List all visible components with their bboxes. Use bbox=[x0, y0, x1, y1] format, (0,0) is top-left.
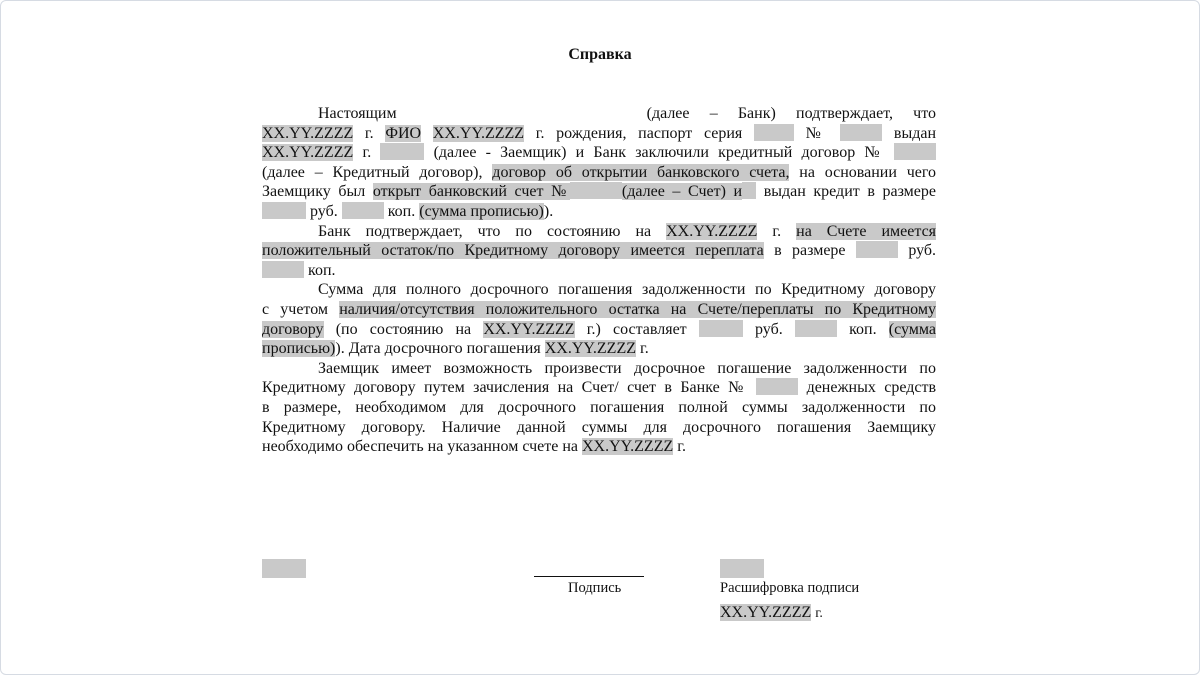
redacted-date: XX.YY.ZZZZ bbox=[432, 124, 525, 142]
signature-label: Подпись bbox=[568, 580, 622, 596]
paragraph-1-line-5: Заемщику был открыт банковский счет № (далее – Счет) и выдан кредит в размере bbox=[262, 183, 937, 201]
redaction-block bbox=[756, 378, 798, 395]
paragraph-2-line-1: Банк подтверждает, что по состоянию на XX.YY.ZZZZ г. на Счете имеется bbox=[318, 222, 937, 240]
signature-date: XX.YY.ZZZZ г. bbox=[720, 604, 823, 621]
redacted-date: XX.YY.ZZZZ bbox=[720, 604, 812, 621]
paragraph-3-line-4: прописью)). Дата досрочного погашения XX.YY.ZZZZ г. bbox=[262, 340, 649, 358]
paragraph-2-line-3: коп. bbox=[262, 261, 936, 281]
paragraph-4-line-4: Кредитному договору. Наличие данной суммы для досрочного погашения Заемщику bbox=[262, 418, 936, 436]
redaction-block bbox=[742, 182, 756, 199]
paragraph-1-line-6: руб. коп. (сумма прописью)). bbox=[262, 202, 936, 222]
redaction-block bbox=[262, 202, 306, 219]
paragraph-4-line-5: необходимо обеспечить на указанном счете на XX.YY.ZZZZ г. bbox=[262, 438, 687, 456]
redacted-date: XX.YY.ZZZZ bbox=[666, 222, 758, 240]
redaction-block bbox=[795, 320, 837, 337]
redaction-block bbox=[342, 202, 384, 219]
document-title: Справка bbox=[568, 46, 632, 63]
redaction-block bbox=[570, 182, 622, 199]
paragraph-3-line-2: с учетом наличия/отсутствия положительного остатка на Счете/переплаты по Кредитному bbox=[262, 300, 937, 318]
redaction-block bbox=[856, 241, 898, 258]
paragraph-4-line-2: Кредитному договору путем зачисления на Счет/ счет в Банке № денежных средств bbox=[262, 379, 937, 397]
redacted-position-block bbox=[262, 559, 306, 578]
redacted-name-block bbox=[720, 559, 764, 578]
redacted-date: XX.YY.ZZZZ bbox=[582, 438, 674, 456]
paragraph-2-line-2: положительный остаток/по Кредитному договору имеется переплата в размере руб. bbox=[262, 242, 937, 260]
redacted-date: XX.YY.ZZZZ bbox=[483, 320, 575, 338]
redacted-fio: ФИО bbox=[385, 124, 422, 142]
paragraph-1-line-3: XX.YY.ZZZZ г. (далее - Заемщик) и Банк заключили кредитный договор № bbox=[262, 143, 936, 163]
paragraph-1-line-2: XX.YY.ZZZZ г. ФИО XX.YY.ZZZZ г. рождения, паспорт серия № выдан bbox=[262, 124, 937, 142]
redaction-block bbox=[699, 320, 743, 337]
paragraph-3-line-3: договору (по состоянию на XX.YY.ZZZZ г.) составляет руб. коп. (сумма bbox=[262, 320, 937, 338]
paragraph-4-line-1: Заемщик имеет возможность произвести досрочное погашение задолженности по bbox=[318, 359, 936, 377]
redacted-date: XX.YY.ZZZZ bbox=[262, 144, 354, 162]
redacted-date: XX.YY.ZZZZ bbox=[544, 340, 636, 358]
redaction-block bbox=[262, 261, 304, 278]
document-body bbox=[262, 104, 936, 457]
signature-decode-label: Расшифровка подписи bbox=[720, 580, 860, 596]
paragraph-1-line-1: Настоящим (далее – Банк) подтверждает, что bbox=[318, 105, 936, 122]
redacted-date: XX.YY.ZZZZ bbox=[262, 124, 354, 142]
redaction-block bbox=[380, 143, 424, 160]
paragraph-4-line-3: в размере, необходимом для досрочного погашения полной суммы задолженности по bbox=[262, 398, 936, 416]
redaction-block bbox=[754, 124, 794, 141]
paragraph-3-line-1: Сумма для полного досрочного погашения задолженности по Кредитному договору bbox=[318, 281, 936, 299]
paragraph-1-line-4: (далее – Кредитный договор), договор об открытии банковского счета, на основании чего bbox=[262, 163, 937, 181]
redaction-block bbox=[840, 124, 882, 141]
redaction-block bbox=[894, 143, 936, 160]
signature-line bbox=[534, 576, 644, 577]
